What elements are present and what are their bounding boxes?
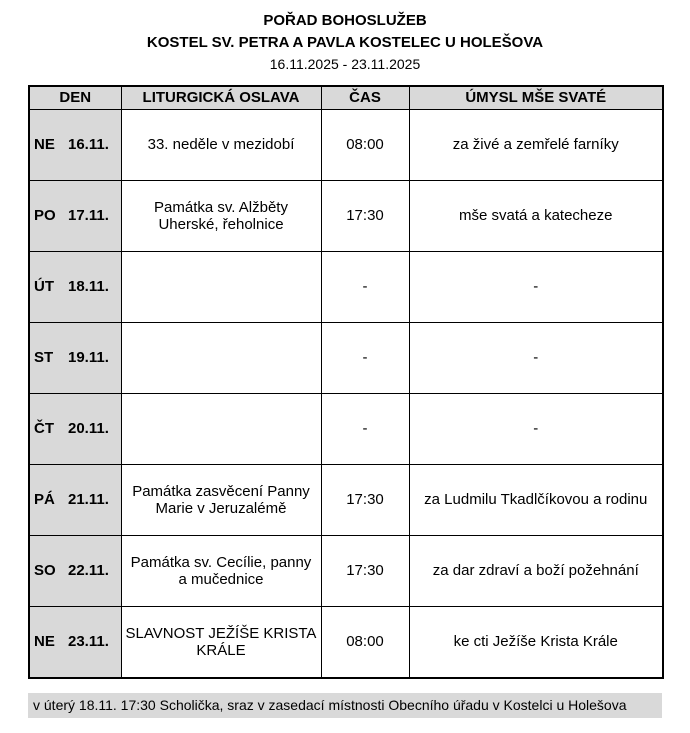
time-cell: 08:00 <box>321 109 409 180</box>
day-cell <box>29 109 121 180</box>
celebration-cell: Památka sv. Alžběty Uherské, řeholnice <box>121 180 321 251</box>
day-date: 23.11. <box>68 633 109 650</box>
intention-cell: - <box>409 393 663 464</box>
column-header-cas: ČAS <box>321 86 409 110</box>
intention-cell: za Ludmilu Tkadlčíkovou a rodinu <box>409 464 663 535</box>
table-row <box>29 251 663 322</box>
intention-cell: za dar zdraví a boží požehnání <box>409 535 663 606</box>
column-header-den: DEN <box>29 86 121 110</box>
day-cell <box>29 464 121 535</box>
time-cell: 17:30 <box>321 535 409 606</box>
time-cell: 17:30 <box>321 180 409 251</box>
time-cell: - <box>321 322 409 393</box>
day-date: 20.11. <box>68 420 109 437</box>
day-abbr: PO <box>34 207 56 224</box>
intention-cell: za živé a zemřelé farníky <box>409 109 663 180</box>
day-cell <box>29 606 121 678</box>
day-abbr: NE <box>34 633 55 650</box>
intention-cell: ke cti Ježíše Krista Krále <box>409 606 663 678</box>
document-subtitle: KOSTEL SV. PETRA A PAVLA KOSTELEC U HOLEŠOVA <box>146 33 544 51</box>
day-cell <box>29 322 121 393</box>
footer-note: v úterý 18.11. 17:30 Scholička, sraz v zasedací místnosti Obecního úřadu v Kostelci u Holešova <box>28 693 662 719</box>
table-row <box>29 393 663 464</box>
table-row <box>29 180 663 251</box>
time-cell: - <box>321 251 409 322</box>
table-row <box>29 464 663 535</box>
intention-cell: - <box>409 322 663 393</box>
day-abbr: ÚT <box>34 278 54 295</box>
schedule-table <box>28 85 664 679</box>
day-cell <box>29 535 121 606</box>
celebration-cell: Památka zasvěcení Panny Marie v Jeruzalémě <box>121 464 321 535</box>
day-date: 19.11. <box>68 349 109 366</box>
column-header-liturgicka-oslava: LITURGICKÁ OSLAVA <box>121 86 321 110</box>
day-cell <box>29 180 121 251</box>
celebration-cell: 33. neděle v mezidobí <box>121 109 321 180</box>
day-abbr: SO <box>34 562 56 579</box>
time-cell: - <box>321 393 409 464</box>
day-date: 22.11. <box>68 562 109 579</box>
day-abbr: NE <box>34 136 55 153</box>
table-row <box>29 322 663 393</box>
day-date: 17.11. <box>68 207 109 224</box>
celebration-cell: SLAVNOST JEŽÍŠE KRISTA KRÁLE <box>121 606 321 678</box>
document-title: POŘAD BOHOSLUŽEB <box>263 12 427 29</box>
day-abbr: ST <box>34 349 54 366</box>
celebration-cell <box>121 251 321 322</box>
day-abbr: PÁ <box>34 491 55 508</box>
day-date: 18.11. <box>68 278 109 295</box>
time-cell: 08:00 <box>321 606 409 678</box>
table-row <box>29 535 663 606</box>
day-date: 16.11. <box>68 136 109 153</box>
celebration-cell <box>121 393 321 464</box>
day-date: 21.11. <box>68 491 109 508</box>
celebration-cell: Památka sv. Cecílie, panny a mučednice <box>121 535 321 606</box>
day-cell <box>29 393 121 464</box>
document-header <box>28 10 662 75</box>
celebration-cell <box>121 322 321 393</box>
table-header-row <box>29 86 663 110</box>
column-header-umysl: ÚMYSL MŠE SVATÉ <box>409 86 663 110</box>
date-range: 16.11.2025 - 23.11.2025 <box>269 55 421 72</box>
table-row <box>29 606 663 678</box>
day-abbr: ČT <box>34 420 54 437</box>
intention-cell: mše svatá a katecheze <box>409 180 663 251</box>
time-cell: 17:30 <box>321 464 409 535</box>
table-row <box>29 109 663 180</box>
day-cell <box>29 251 121 322</box>
intention-cell: - <box>409 251 663 322</box>
